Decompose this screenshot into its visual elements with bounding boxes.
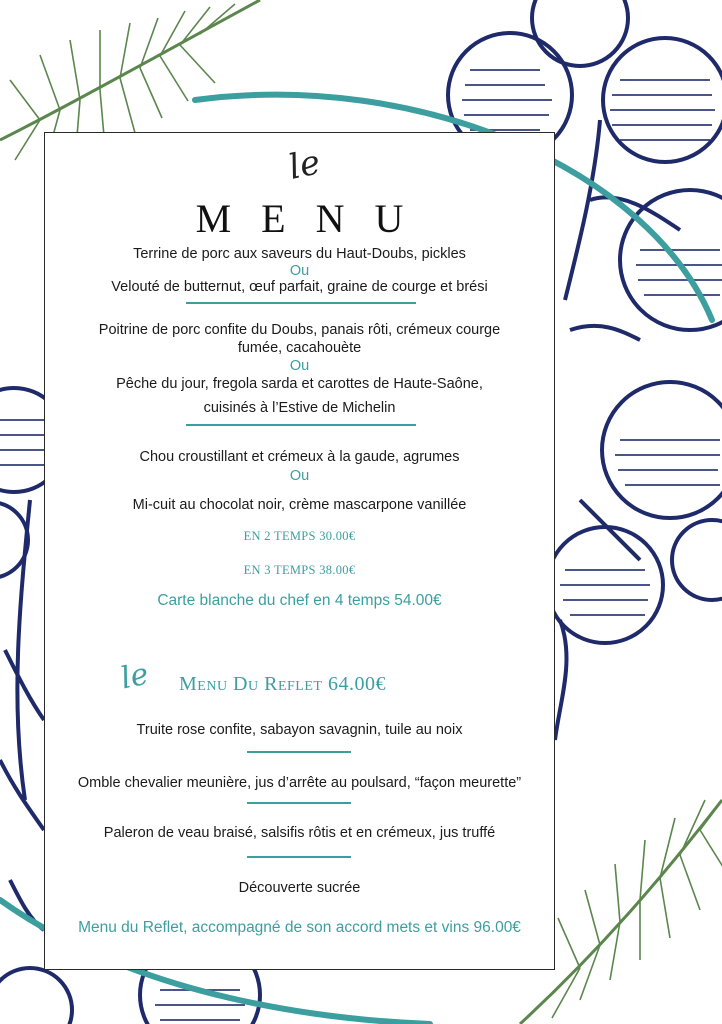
carte-blanche-price: Carte blanche du chef en 4 temps 54.00€ [157,592,442,609]
price-3-temps: EN 3 TEMPS 38.00€ [243,563,356,577]
le-script-title: le [285,142,324,188]
or-separator-1: Ou [289,263,310,279]
menu-card [44,132,555,970]
reflet-course-2: Omble chevalier meunière, jus d’arrête au poulsard, “façon meurette” [77,775,522,791]
divider-2 [186,424,416,426]
main-2-line1: Pêche du jour, fregola sarda et carottes de Haute-Saône, [116,376,483,392]
dessert-2: Mi-cuit au chocolat noir, crème mascarpone vanillée [132,497,467,513]
main-1-line1: Poitrine de porc confite du Doubs, panais rôti, crémeux courge [98,322,501,338]
reflet-course-3: Paleron de veau braisé, salsifis rôtis et en crémeux, jus truffé [103,825,496,841]
reflet-title: Menu Du Reflet 64.00€ [179,673,386,695]
starter-2: Velouté de butternut, œuf parfait, graine de courge et brési [111,279,488,295]
starter-1: Terrine de porc aux saveurs du Haut-Doubs, pickles [133,246,466,262]
reflet-course-4: Découverte sucrée [238,880,361,896]
divider-4 [247,802,351,804]
reflet-pairing-price: Menu du Reflet, accompagné de son accord mets et vins 96.00€ [78,919,521,936]
le-script-reflet: le [117,656,152,697]
main-1-line2: fumée, cacahouète [237,340,362,356]
divider-1 [186,302,416,304]
divider-3 [247,751,351,753]
main-2-line2: cuisinés à l’Estive de Michelin [203,400,396,416]
reflet-course-1: Truite rose confite, sabayon savagnin, tuile au noix [136,722,463,738]
or-separator-2: Ou [289,358,310,374]
price-2-temps: EN 2 TEMPS 30.00€ [243,529,356,543]
menu-title: MENU [195,196,434,241]
divider-5 [247,856,351,858]
dessert-1: Chou croustillant et crémeux à la gaude, agrumes [139,449,460,465]
or-separator-3: Ou [289,468,310,484]
